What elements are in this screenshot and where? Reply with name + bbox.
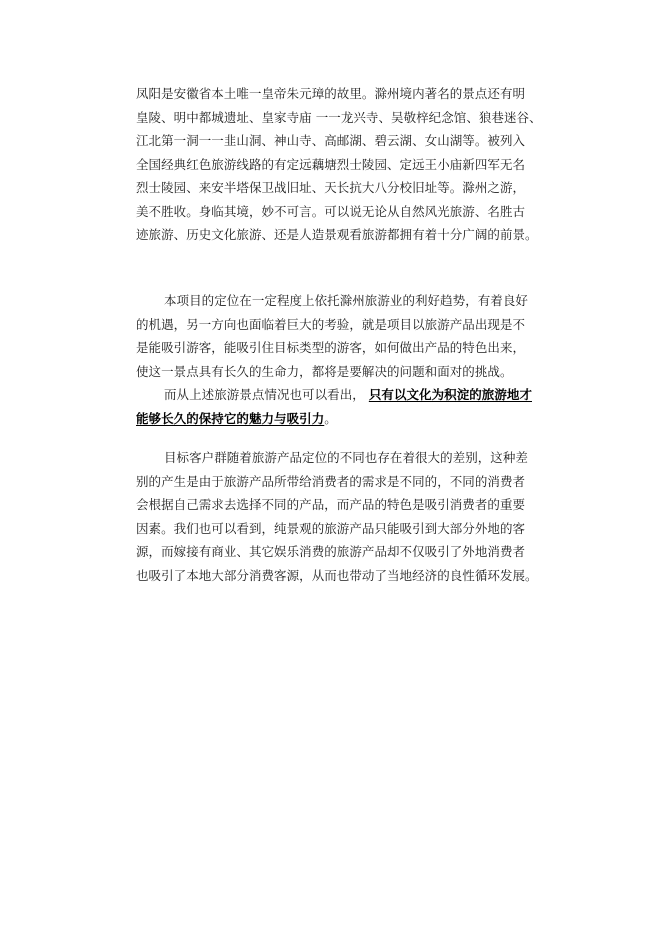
text-line: 别的产生是由于旅游产品所带给消费者的需求是不同的，不同的消费者: [136, 473, 526, 489]
text-line: 烈士陵园、来安半塔保卫战旧址、天长抗大八分校旧址等。滁州之游，: [136, 180, 526, 195]
text-line: 也吸引了本地大部分消费客源，从而也带动了当地经济的良性循环发展。: [136, 567, 538, 583]
emphasis-text-1: 只有以文化为积淀的旅游地才: [368, 387, 532, 402]
conclusion-line-2: [136, 407, 556, 431]
paragraph-scenic-spots: [136, 82, 556, 247]
text-line: 全国经典红色旅游线路的有定远藕塘烈士陵园、定远王小庙新四军无名: [136, 156, 526, 172]
text-line: 目标客户群随着旅游产品定位的不同也存在着很大的差别，这种差: [164, 450, 528, 465]
text-line: 江北第一洞一一韭山洞、神山寺、高邮湖、碧云湖、女山湖等。被列入: [136, 133, 526, 148]
text-line: 会根据自己需求去选择不同的产品，而产品的特色是吸引消费者的重要: [136, 497, 526, 512]
emphasis-text-2: 能够长久的保持它的魅力与吸引力: [136, 410, 325, 426]
text-line: 美不胜收。身临其境，妙不可言。可以说无论从自然风光旅游、名胜古: [136, 203, 526, 219]
text-line: 凤阳是安徽省本土唯一皇帝朱元璋的故里。滁州境内著名的景点还有明: [136, 86, 526, 101]
text-line: 因素。我们也可以看到，纯景观的旅游产品只能吸引到大部分外地的客: [136, 520, 526, 536]
conclusion-line-1: [136, 383, 556, 407]
text-line: 源，而嫁接有商业、其它娱乐消费的旅游产品却不仅吸引了外地消费者: [136, 544, 526, 559]
conclusion-lead: 而从上述旅游景点情况也可以看出，: [164, 387, 365, 402]
text-line: 使这一景点具有长久的生命力，都将是要解决的问题和面对的挑战。: [136, 363, 513, 379]
paragraph-project-positioning: [136, 289, 556, 430]
text-line: 迹旅游、历史文化旅游、还是人造景观看旅游都拥有着十分广阔的前景。: [136, 227, 538, 242]
paragraph-target-customers: [136, 446, 556, 587]
text-line: 本项目的定位在一定程度上依托滁州旅游业的利好趋势，有着良好: [164, 293, 528, 308]
conclusion-end-punct: 。: [324, 410, 337, 426]
text-line: 皇陵、明中都城遗址、皇家寺庙 一一龙兴寺、吴敬梓纪念馆、狼巷迷谷、: [136, 109, 542, 125]
text-line: 是能吸引游客，能吸引住目标类型的游客，如何做出产品的特色出来，: [136, 340, 526, 355]
text-line: 的机遇，另一方向也面临着巨大的考验，就是项目以旅游产品出现是不: [136, 316, 526, 332]
